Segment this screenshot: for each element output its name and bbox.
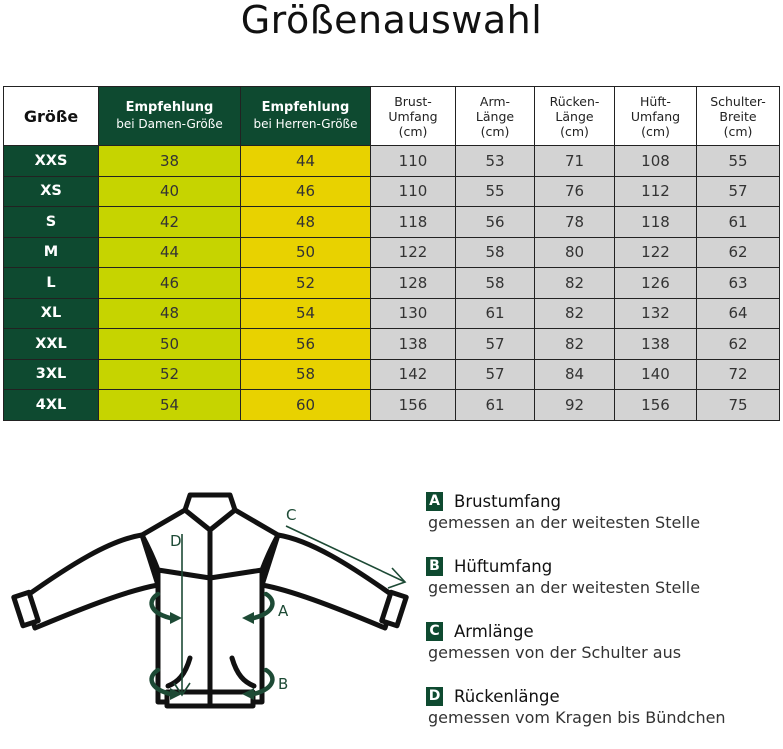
cell-chest: 118 <box>371 207 456 238</box>
svg-text:C: C <box>286 506 297 524</box>
cell-arm: 61 <box>456 390 535 421</box>
cell-back: 71 <box>535 146 615 177</box>
header-line: Hüft- <box>640 93 671 109</box>
cell-arm: 57 <box>456 329 535 360</box>
header-line: (cm) <box>641 123 670 139</box>
cell-women: 38 <box>99 146 241 177</box>
cell-size: L <box>4 268 99 299</box>
cell-back: 82 <box>535 268 615 299</box>
cell-women: 44 <box>99 237 241 268</box>
cell-size: XL <box>4 298 99 329</box>
cell-arm: 58 <box>456 268 535 299</box>
cell-shoulder: 62 <box>697 329 780 360</box>
header-line: Länge <box>475 108 515 124</box>
header-line: (cm) <box>398 123 428 139</box>
cell-chest: 110 <box>371 146 456 177</box>
cell-chest: 142 <box>371 359 456 390</box>
cell-women: 46 <box>99 268 241 299</box>
header-line: Arm- <box>479 93 511 109</box>
cell-size: XS <box>4 176 99 207</box>
cell-size: S <box>4 207 99 238</box>
cell-men: 60 <box>241 390 371 421</box>
cell-size: 4XL <box>4 390 99 421</box>
cell-chest: 122 <box>371 237 456 268</box>
cell-back: 92 <box>535 390 615 421</box>
cell-shoulder: 64 <box>697 298 780 329</box>
cell-men: 48 <box>241 207 371 238</box>
table-row <box>4 329 780 360</box>
table-row <box>4 237 780 268</box>
cell-arm: 55 <box>456 176 535 207</box>
cell-chest: 130 <box>371 298 456 329</box>
header-line: Breite <box>719 108 757 124</box>
cell-women: 52 <box>99 359 241 390</box>
legend-item-arm <box>426 619 776 684</box>
letter-d-badge: D <box>426 687 443 706</box>
cell-shoulder: 75 <box>697 390 780 421</box>
header-line: (cm) <box>480 123 510 139</box>
header-men-sub: bei Herren-Größe <box>253 117 358 131</box>
size-chart-table <box>3 86 780 421</box>
legend-title: Hüftumfang <box>454 556 553 576</box>
header-shoulder <box>697 87 780 146</box>
table-row <box>4 298 780 329</box>
cell-shoulder: 62 <box>697 237 780 268</box>
cell-back: 84 <box>535 359 615 390</box>
table-row <box>4 359 780 390</box>
cell-chest: 156 <box>371 390 456 421</box>
cell-back: 76 <box>535 176 615 207</box>
header-men-strong: Empfehlung <box>261 100 350 115</box>
cell-hip: 132 <box>615 298 697 329</box>
cell-men: 58 <box>241 359 371 390</box>
table-row <box>4 146 780 177</box>
cell-hip: 118 <box>615 207 697 238</box>
cell-hip: 126 <box>615 268 697 299</box>
cell-arm: 56 <box>456 207 535 238</box>
cell-back: 82 <box>535 329 615 360</box>
letter-b-badge: B <box>426 557 443 576</box>
header-line: Länge <box>555 108 594 124</box>
cell-chest: 110 <box>371 176 456 207</box>
cell-back: 78 <box>535 207 615 238</box>
table-row <box>4 390 780 421</box>
cell-arm: 57 <box>456 359 535 390</box>
cell-chest: 128 <box>371 268 456 299</box>
legend-item-hip <box>426 554 776 619</box>
header-hip <box>615 87 697 146</box>
cell-hip: 122 <box>615 237 697 268</box>
header-women-recommendation <box>99 87 241 146</box>
svg-text:D: D <box>170 532 182 550</box>
cell-shoulder: 61 <box>697 207 780 238</box>
cell-men: 50 <box>241 237 371 268</box>
header-line: Umfang <box>388 108 438 124</box>
cell-arm: 53 <box>456 146 535 177</box>
cell-women: 50 <box>99 329 241 360</box>
table-row <box>4 176 780 207</box>
header-line: (cm) <box>723 123 753 139</box>
header-back <box>535 87 615 146</box>
cell-size: 3XL <box>4 359 99 390</box>
cell-hip: 140 <box>615 359 697 390</box>
cell-shoulder: 72 <box>697 359 780 390</box>
legend-desc: gemessen an der weitesten Stelle <box>428 513 701 532</box>
cell-hip: 108 <box>615 146 697 177</box>
table-row <box>4 268 780 299</box>
header-line: Rücken- <box>549 93 600 109</box>
measurement-legend <box>426 489 776 749</box>
cell-shoulder: 57 <box>697 176 780 207</box>
cell-back: 82 <box>535 298 615 329</box>
header-line: Umfang <box>630 108 681 124</box>
cell-size: M <box>4 237 99 268</box>
cell-back: 80 <box>535 237 615 268</box>
legend-title: Armlänge <box>454 621 534 641</box>
letter-c-badge: C <box>426 622 443 641</box>
svg-text:B: B <box>278 675 289 693</box>
cell-women: 40 <box>99 176 241 207</box>
legend-desc: gemessen vom Kragen bis Bündchen <box>428 708 726 727</box>
header-women-sub: bei Damen-Größe <box>116 117 223 131</box>
header-arm <box>456 87 535 146</box>
cell-women: 42 <box>99 207 241 238</box>
cell-hip: 156 <box>615 390 697 421</box>
table-row <box>4 207 780 238</box>
cell-chest: 138 <box>371 329 456 360</box>
legend-desc: gemessen von der Schulter aus <box>428 643 682 662</box>
legend-desc: gemessen an der weitesten Stelle <box>428 578 701 597</box>
legend-item-back <box>426 684 776 749</box>
cell-women: 54 <box>99 390 241 421</box>
letter-a-badge: A <box>426 492 443 511</box>
cell-shoulder: 63 <box>697 268 780 299</box>
cell-women: 48 <box>99 298 241 329</box>
cell-shoulder: 55 <box>697 146 780 177</box>
legend-title: Rückenlänge <box>454 686 560 706</box>
cell-men: 46 <box>241 176 371 207</box>
cell-men: 52 <box>241 268 371 299</box>
legend-item-chest <box>426 489 776 554</box>
header-size: Größe <box>4 87 99 146</box>
jacket-diagram <box>10 490 410 720</box>
header-line: Schulter- <box>710 93 766 109</box>
page-title: Größenauswahl <box>240 0 543 42</box>
header-line: (cm) <box>560 123 589 139</box>
left-sleeve <box>25 535 158 628</box>
svg-text:A: A <box>278 602 289 620</box>
header-women-strong: Empfehlung <box>125 100 214 115</box>
table-header-row <box>4 87 780 146</box>
cell-hip: 138 <box>615 329 697 360</box>
cell-men: 56 <box>241 329 371 360</box>
cell-men: 44 <box>241 146 371 177</box>
cell-hip: 112 <box>615 176 697 207</box>
legend-title: Brustumfang <box>454 491 562 511</box>
header-men-recommendation <box>241 87 371 146</box>
cell-arm: 61 <box>456 298 535 329</box>
header-line: Brust- <box>394 93 432 109</box>
cell-size: XXL <box>4 329 99 360</box>
header-chest <box>371 87 456 146</box>
cell-men: 54 <box>241 298 371 329</box>
cell-arm: 58 <box>456 237 535 268</box>
cell-size: XXS <box>4 146 99 177</box>
